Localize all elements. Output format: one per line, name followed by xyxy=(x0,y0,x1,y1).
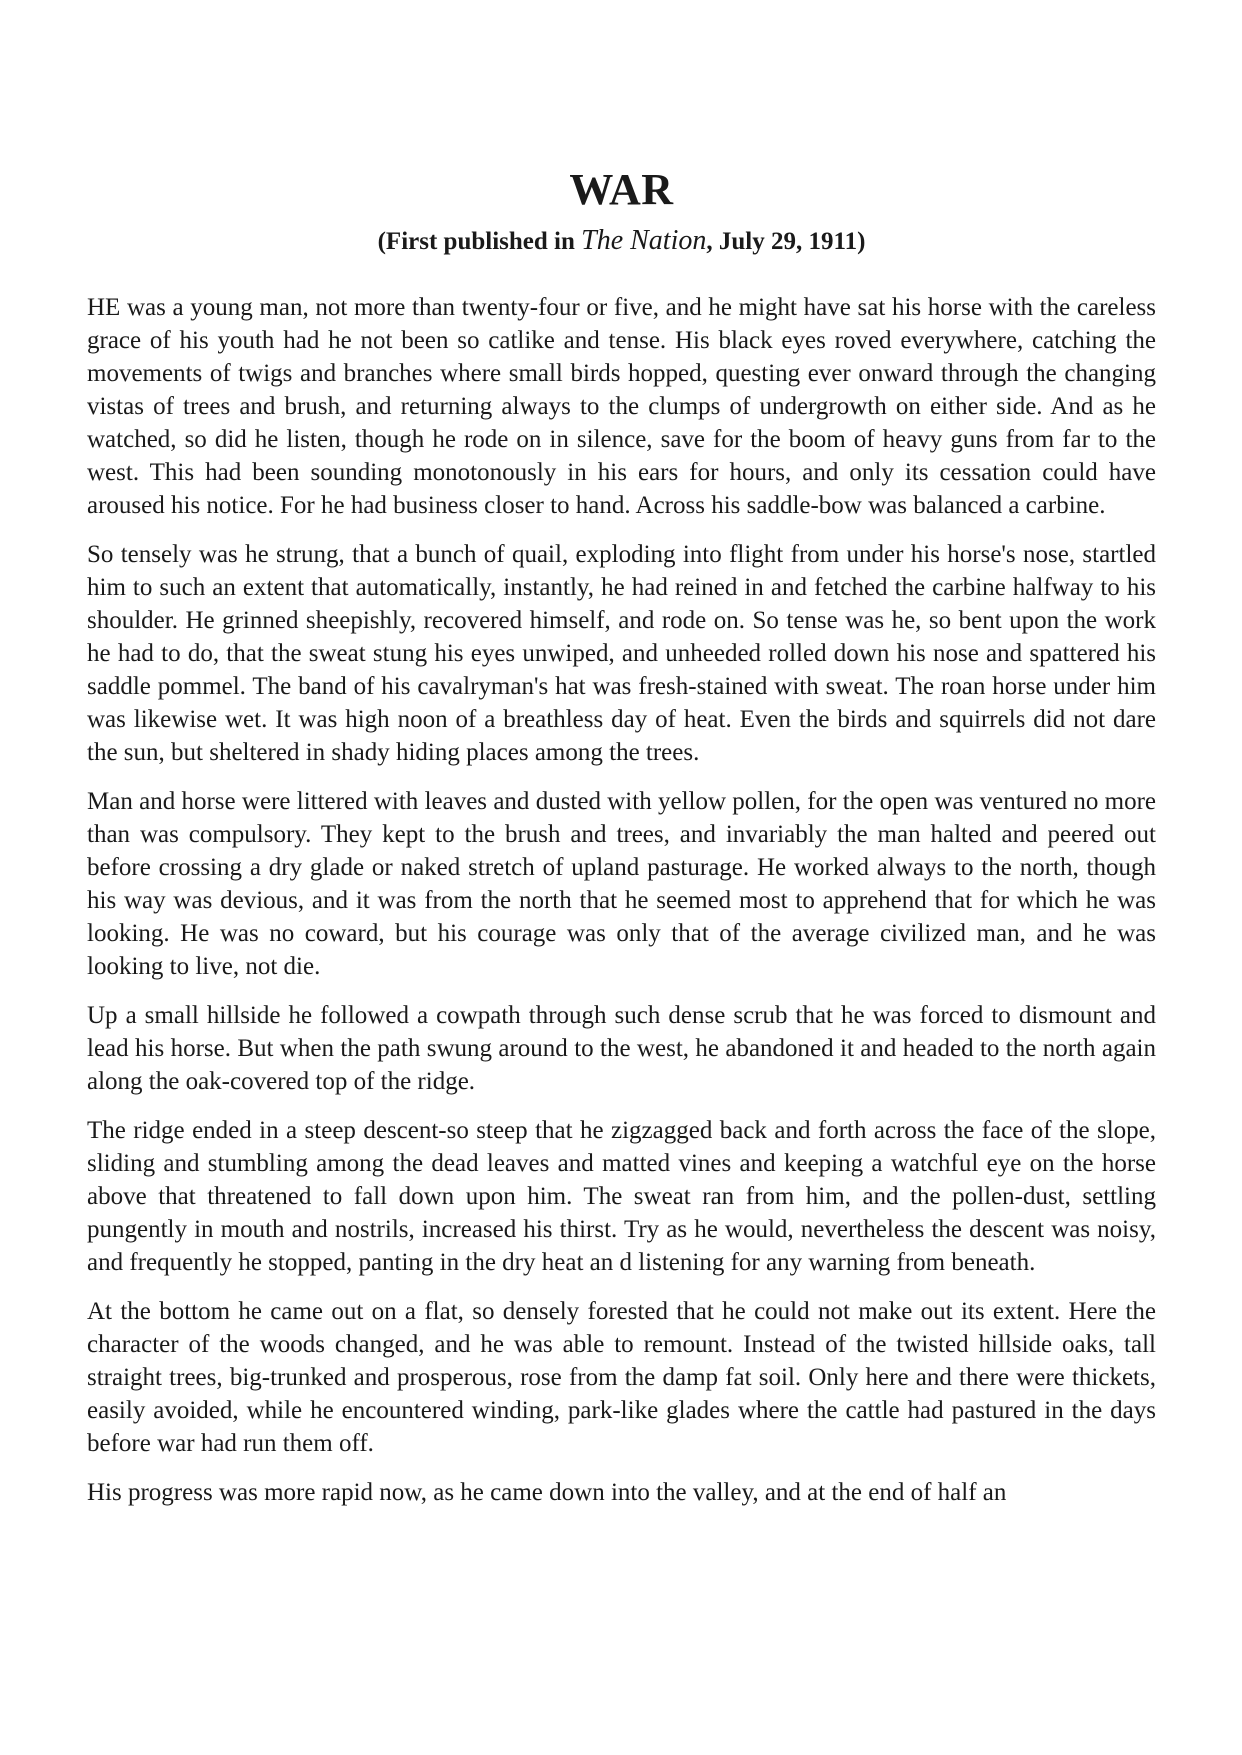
subtitle-suffix: , July 29, 1911) xyxy=(706,228,866,255)
paragraph-4: Up a small hillside he followed a cowpath through such dense scrub that he was forced to dismount and lead his horse. But when the path swung around to the west, he abandoned it and headed to the north again along the oak-covered top of the ridge. xyxy=(87,1001,1156,1095)
page-title: WAR xyxy=(569,165,674,214)
document-page xyxy=(87,165,1156,1525)
paragraph-1: HE was a young man, not more than twenty-four or five, and he might have sat his horse with the careless grace of his youth had he not been so catlike and tense. His black eyes roved everywhere, catching the movements of twigs and branches where small birds hopped, questing ever onward through the changing vistas of trees and brush, and returning always to the clumps of undergrowth on either side. And as he watched, so did he listen, though he rode on in silence, save for the boom of heavy guns from far to the west. This had been sounding monotonously in his ears for hours, and only its cessation could have aroused his notice. For he had business closer to hand. Across his saddle-bow was balanced a carbine. xyxy=(87,293,1156,519)
subtitle-prefix: (First published in xyxy=(377,228,582,255)
paragraph-3: Man and horse were littered with leaves and dusted with yellow pollen, for the open was ventured no more than was compulsory. They kept to the brush and trees, and invariably the man halted and peered out before crossing a dry glade or naked stretch of upland pasturage. He worked always to the north, though his way was devious, and it was from the north that he seemed most to apprehend that for which he was looking. He was no coward, but his courage was only that of the average civilized man, and he was looking to live, not die. xyxy=(87,787,1156,980)
paragraph-5: The ridge ended in a steep descent-so steep that he zigzagged back and forth across the face of the slope, sliding and stumbling among the dead leaves and matted vines and keeping a watchful eye on the horse above that threatened to fall down upon him. The sweat ran from him, and the pollen-dust, settling pungently in mouth and nostrils, increased his thirst. Try as he would, nevertheless the descent was noisy, and frequently he stopped, panting in the dry heat an d listening for any warning from beneath. xyxy=(87,1116,1156,1276)
paragraph-2: So tensely was he strung, that a bunch of quail, exploding into flight from under his horse's nose, startled him to such an extent that automatically, instantly, he had reined in and fetched the carbine halfway to his shoulder. He grinned sheepishly, recovered himself, and rode on. So tense was he, so bent upon the work he had to do, that the sweat stung his eyes unwiped, and unheeded rolled down his nose and spattered his saddle pommel. The band of his cavalryman's hat was fresh-stained with sweat. The roan horse under him was likewise wet. It was high noon of a breathless day of heat. Even the birds and squirrels did not dare the sun, but sheltered in shady hiding places among the trees. xyxy=(87,540,1156,766)
paragraph-7: His progress was more rapid now, as he came down into the valley, and at the end of half an xyxy=(87,1478,1007,1506)
publication-name: The Nation xyxy=(581,225,707,256)
paragraph-6: At the bottom he came out on a flat, so densely forested that he could not make out its extent. Here the character of the woods changed, and he was able to remount. Instead of the twisted hillside oaks, tall straight trees, big-trunked and prosperous, rose from the damp fat soil. Only here and there were thickets, easily avoided, while he encountered winding, park-like glades where the cattle had pastured in the days before war had run them off. xyxy=(87,1297,1156,1457)
subtitle xyxy=(87,226,1156,257)
